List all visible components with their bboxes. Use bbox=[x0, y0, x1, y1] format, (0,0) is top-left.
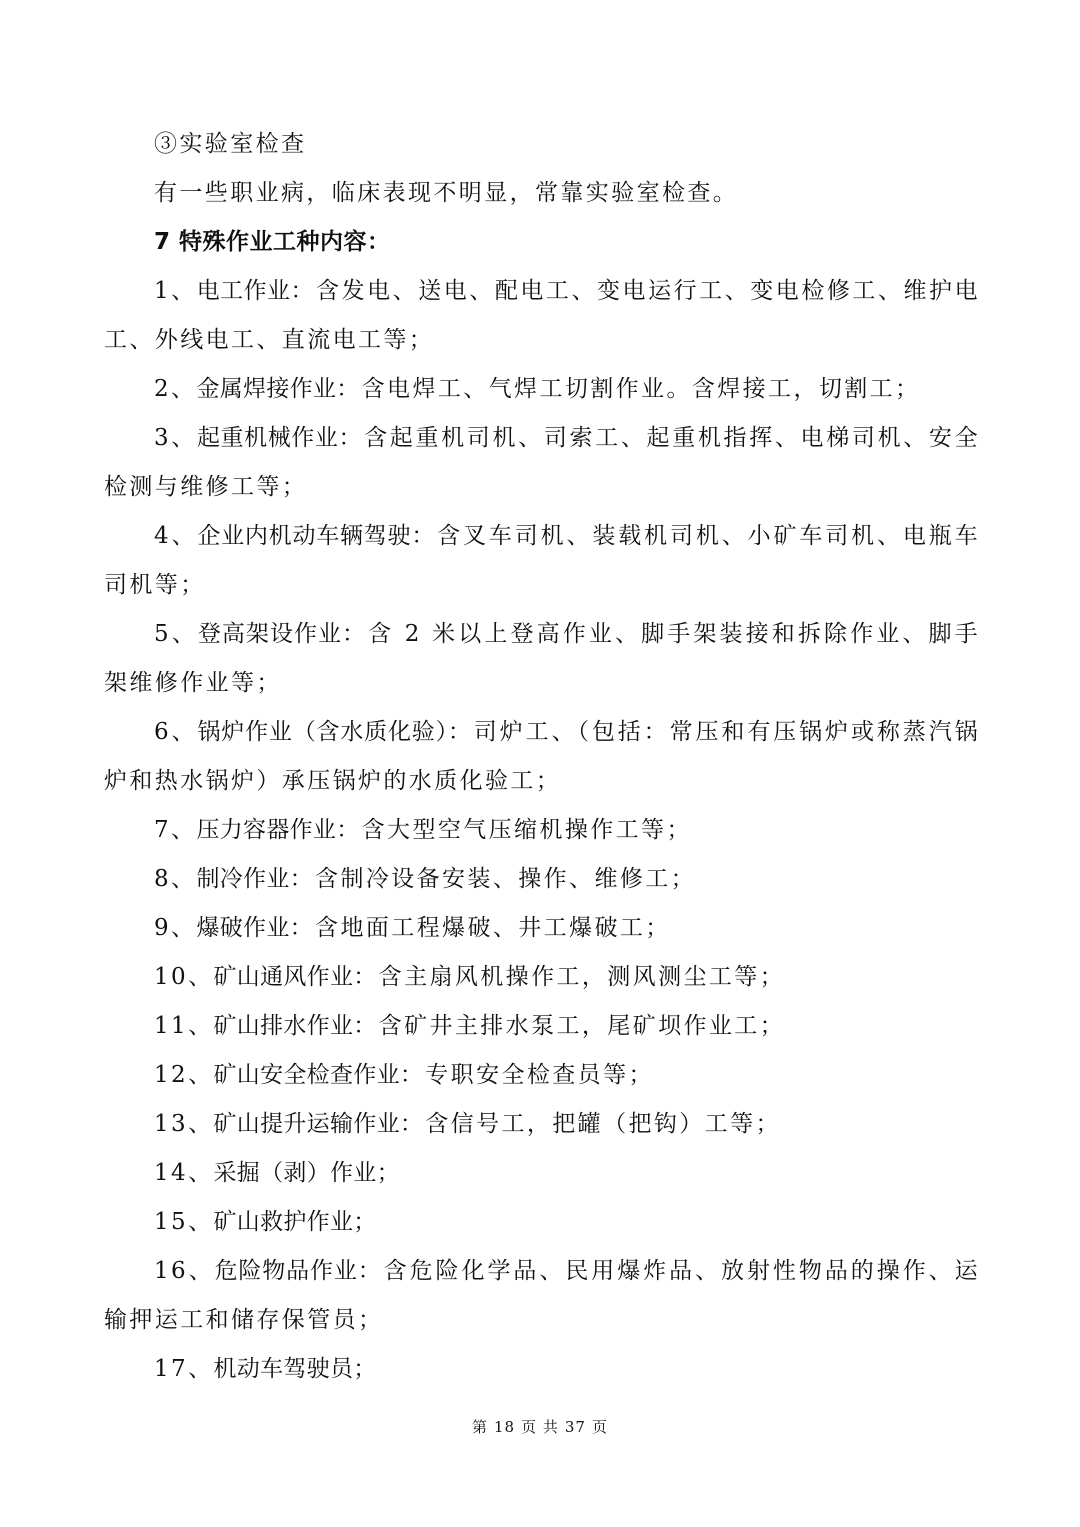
list-item bbox=[104, 1345, 980, 1394]
list-item bbox=[104, 1051, 980, 1100]
item-title: 登高架设作业 bbox=[197, 621, 343, 647]
item-title: 金属焊接作业 bbox=[196, 376, 337, 402]
item-number: 11、 bbox=[154, 1013, 214, 1039]
list-item bbox=[104, 708, 980, 806]
item-title: 机动车驾驶员 bbox=[213, 1356, 354, 1382]
item-desc: ：含发电、送电、配电工、变电运行工、变电检修工、维护电工、外线电工、直流电工等； bbox=[104, 278, 980, 353]
page-current: 18 bbox=[494, 1418, 516, 1436]
list-item bbox=[104, 855, 980, 904]
subsection-lab-check: ③实验室检查 bbox=[154, 131, 307, 157]
item-title: 危险物品作业 bbox=[214, 1258, 358, 1284]
item-title: 矿山排水作业 bbox=[213, 1013, 354, 1039]
list-item bbox=[104, 1002, 980, 1051]
item-desc: ； bbox=[376, 1160, 402, 1186]
list-item bbox=[104, 1198, 980, 1247]
item-number: 3、 bbox=[154, 425, 197, 451]
list-item bbox=[104, 904, 980, 953]
item-number: 14、 bbox=[154, 1160, 214, 1186]
item-number: 15、 bbox=[154, 1209, 214, 1235]
item-number: 9、 bbox=[154, 915, 197, 941]
page-prefix: 第 bbox=[472, 1418, 489, 1436]
item-number: 5、 bbox=[154, 621, 198, 647]
list-item bbox=[104, 610, 980, 708]
item-title: 矿山通风作业 bbox=[213, 964, 354, 990]
item-desc: ：含制冷设备安装、操作、维修工； bbox=[289, 866, 697, 892]
list-item bbox=[104, 365, 980, 414]
item-desc: ； bbox=[353, 1209, 379, 1235]
section-heading: 7 特殊作业工种内容： bbox=[154, 229, 391, 255]
item-number: 8、 bbox=[154, 866, 197, 892]
list-item bbox=[104, 512, 980, 610]
list-item bbox=[104, 414, 980, 512]
item-desc: ：含大型空气压缩机操作工等； bbox=[336, 817, 692, 843]
item-number: 2、 bbox=[154, 376, 197, 402]
item-number: 16、 bbox=[154, 1258, 215, 1284]
item-desc: ：含叉车司机、装载机司机、小矿车司机、电瓶车司机等； bbox=[104, 523, 980, 598]
item-number: 17、 bbox=[154, 1356, 214, 1382]
item-title: 矿山安全检查作业 bbox=[213, 1062, 400, 1088]
item-title: 爆破作业 bbox=[196, 915, 290, 941]
list-item bbox=[104, 806, 980, 855]
item-title: 电工作业 bbox=[196, 278, 291, 304]
list-item bbox=[104, 1247, 980, 1345]
item-number: 10、 bbox=[154, 964, 214, 990]
item-title: 矿山救护作业 bbox=[213, 1209, 354, 1235]
page-footer bbox=[0, 1416, 1080, 1437]
item-desc: ：含起重机司机、司索工、起重机指挥、电梯司机、安全检测与维修工等； bbox=[104, 425, 980, 500]
item-title: 锅炉作业（含水质化验） bbox=[197, 719, 448, 745]
list-item bbox=[104, 1100, 980, 1149]
item-number: 13、 bbox=[154, 1111, 214, 1137]
item-desc: ：含危险化学品、民用爆炸品、放射性物品的操作、运输押运工和储存保管员； bbox=[104, 1258, 980, 1333]
item-desc: ：含主扇风机操作工，测风测尘工等； bbox=[353, 964, 786, 990]
item-desc: ：含信号工，把罐（把钩）工等； bbox=[399, 1111, 781, 1137]
page-suffix: 页 bbox=[591, 1418, 608, 1436]
item-title: 企业内机动车辆驾驶 bbox=[197, 523, 412, 549]
item-desc: ； bbox=[353, 1356, 379, 1382]
list-item bbox=[104, 1149, 980, 1198]
item-title: 采掘（剥）作业 bbox=[213, 1160, 377, 1186]
item-desc: ：司炉工、（包括：常压和有压锅炉或称蒸汽锅炉和热水锅炉）承压锅炉的水质化验工； bbox=[104, 719, 980, 794]
item-number: 7、 bbox=[154, 817, 197, 843]
item-number: 1、 bbox=[154, 278, 197, 304]
item-number: 4、 bbox=[154, 523, 198, 549]
item-title: 制冷作业 bbox=[196, 866, 290, 892]
item-title: 矿山提升运输作业 bbox=[213, 1111, 400, 1137]
page-mid: 页 共 bbox=[521, 1418, 559, 1436]
document-body bbox=[104, 120, 980, 1394]
item-desc: ：专职安全检查员等； bbox=[399, 1062, 654, 1088]
item-number: 6、 bbox=[154, 719, 198, 745]
page-total: 37 bbox=[564, 1418, 586, 1436]
item-desc: ：含电焊工、气焊工切割作业。含焊接工，切割工； bbox=[336, 376, 921, 402]
paragraph-lab-check: 有一些职业病，临床表现不明显，常靠实验室检查。 bbox=[154, 180, 739, 206]
item-title: 压力容器作业 bbox=[196, 817, 337, 843]
list-item bbox=[104, 953, 980, 1002]
item-desc: ：含矿井主排水泵工，尾矿坝作业工； bbox=[353, 1013, 786, 1039]
list-item bbox=[104, 267, 980, 365]
work-type-list bbox=[104, 267, 980, 1394]
item-desc: ：含 2 米以上登高作业、脚手架装接和拆除作业、脚手架维修作业等； bbox=[104, 621, 981, 696]
item-desc: ：含地面工程爆破、井工爆破工； bbox=[289, 915, 671, 941]
item-title: 起重机械作业 bbox=[196, 425, 339, 451]
item-number: 12、 bbox=[154, 1062, 214, 1088]
